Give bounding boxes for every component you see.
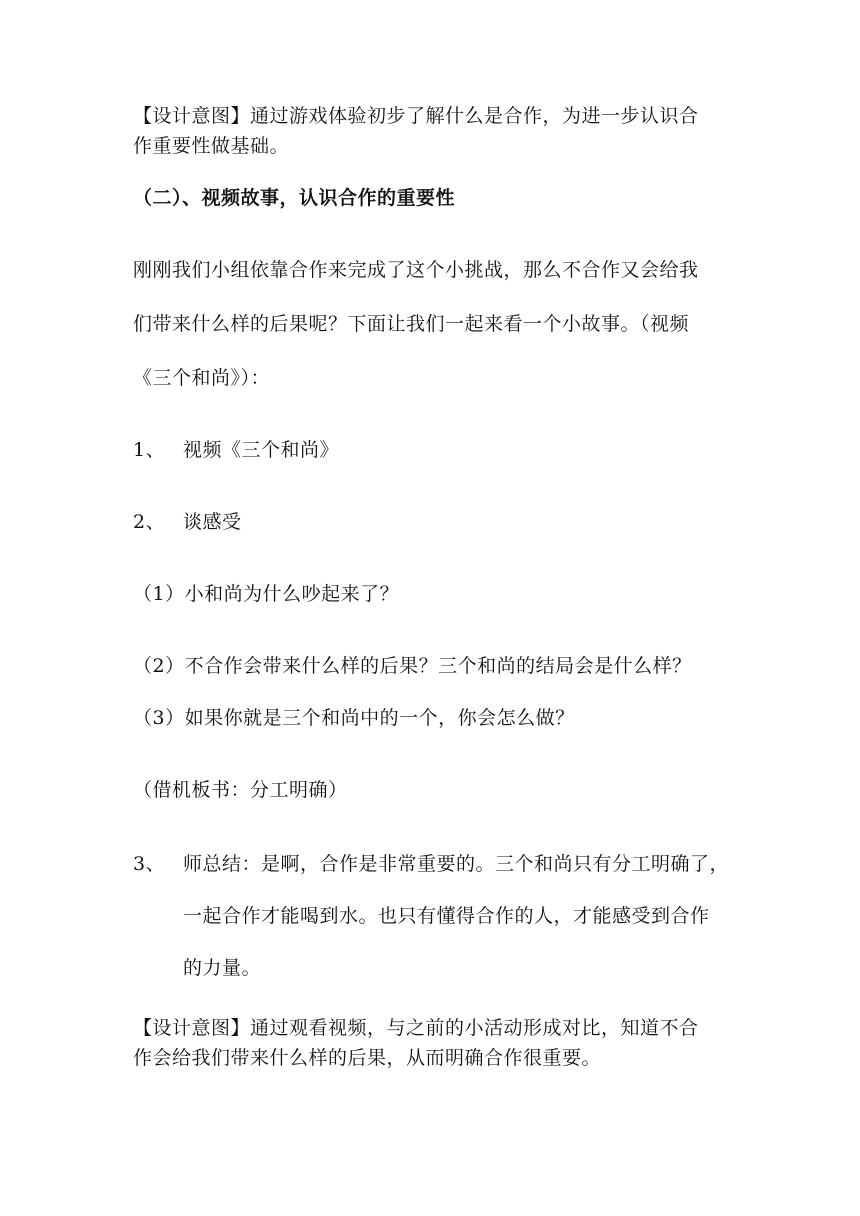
question-2: （2）不合作会带来什么样的后果？三个和尚的结局会是什么样？ xyxy=(133,655,692,677)
question-3: （3）如果你就是三个和尚中的一个，你会怎么做？ xyxy=(133,707,575,729)
intro-line-1: 刚刚我们小组依靠合作来完成了这个小挑战，那么不合作又会给我 xyxy=(133,259,699,281)
question-1: （1）小和尚为什么吵起来了？ xyxy=(133,583,400,605)
summary-text-1: 师总结：是啊，合作是非常重要的。三个和尚只有分工明确了， xyxy=(183,853,730,875)
step-2-number: 2、 xyxy=(133,511,166,533)
step-1-number: 1、 xyxy=(133,439,166,461)
step-1 xyxy=(133,437,339,463)
summary-line-1 xyxy=(133,851,729,877)
section-heading: （二）、视频故事，认识合作的重要性 xyxy=(133,187,456,209)
intro-line-2: 们带来什么样的后果呢？下面让我们一起来看一个小故事。（视频 xyxy=(133,313,690,335)
design-intent-1-line-1: 【设计意图】通过游戏体验初步了解什么是合作，为进一步认识合 xyxy=(133,105,699,127)
intro-line-3: 《三个和尚》）： xyxy=(133,367,271,389)
board-note: （借机板书：分工明确） xyxy=(133,779,348,801)
summary-number: 3、 xyxy=(133,853,166,875)
step-2-text: 谈感受 xyxy=(183,511,242,533)
summary-line-3: 的力量。 xyxy=(183,957,262,979)
step-2 xyxy=(133,509,242,535)
design-intent-2-line-1: 【设计意图】通过观看视频，与之前的小活动形成对比，知道不合 xyxy=(133,1017,699,1039)
design-intent-2-line-2: 作会给我们带来什么样的后果，从而明确合作很重要。 xyxy=(133,1047,602,1069)
summary-line-2: 一起合作才能喝到水。也只有懂得合作的人，才能感受到合作 xyxy=(183,905,710,927)
step-1-text: 视频《三个和尚》 xyxy=(183,439,340,461)
design-intent-1-line-2: 作重要性做基础。 xyxy=(133,135,290,157)
